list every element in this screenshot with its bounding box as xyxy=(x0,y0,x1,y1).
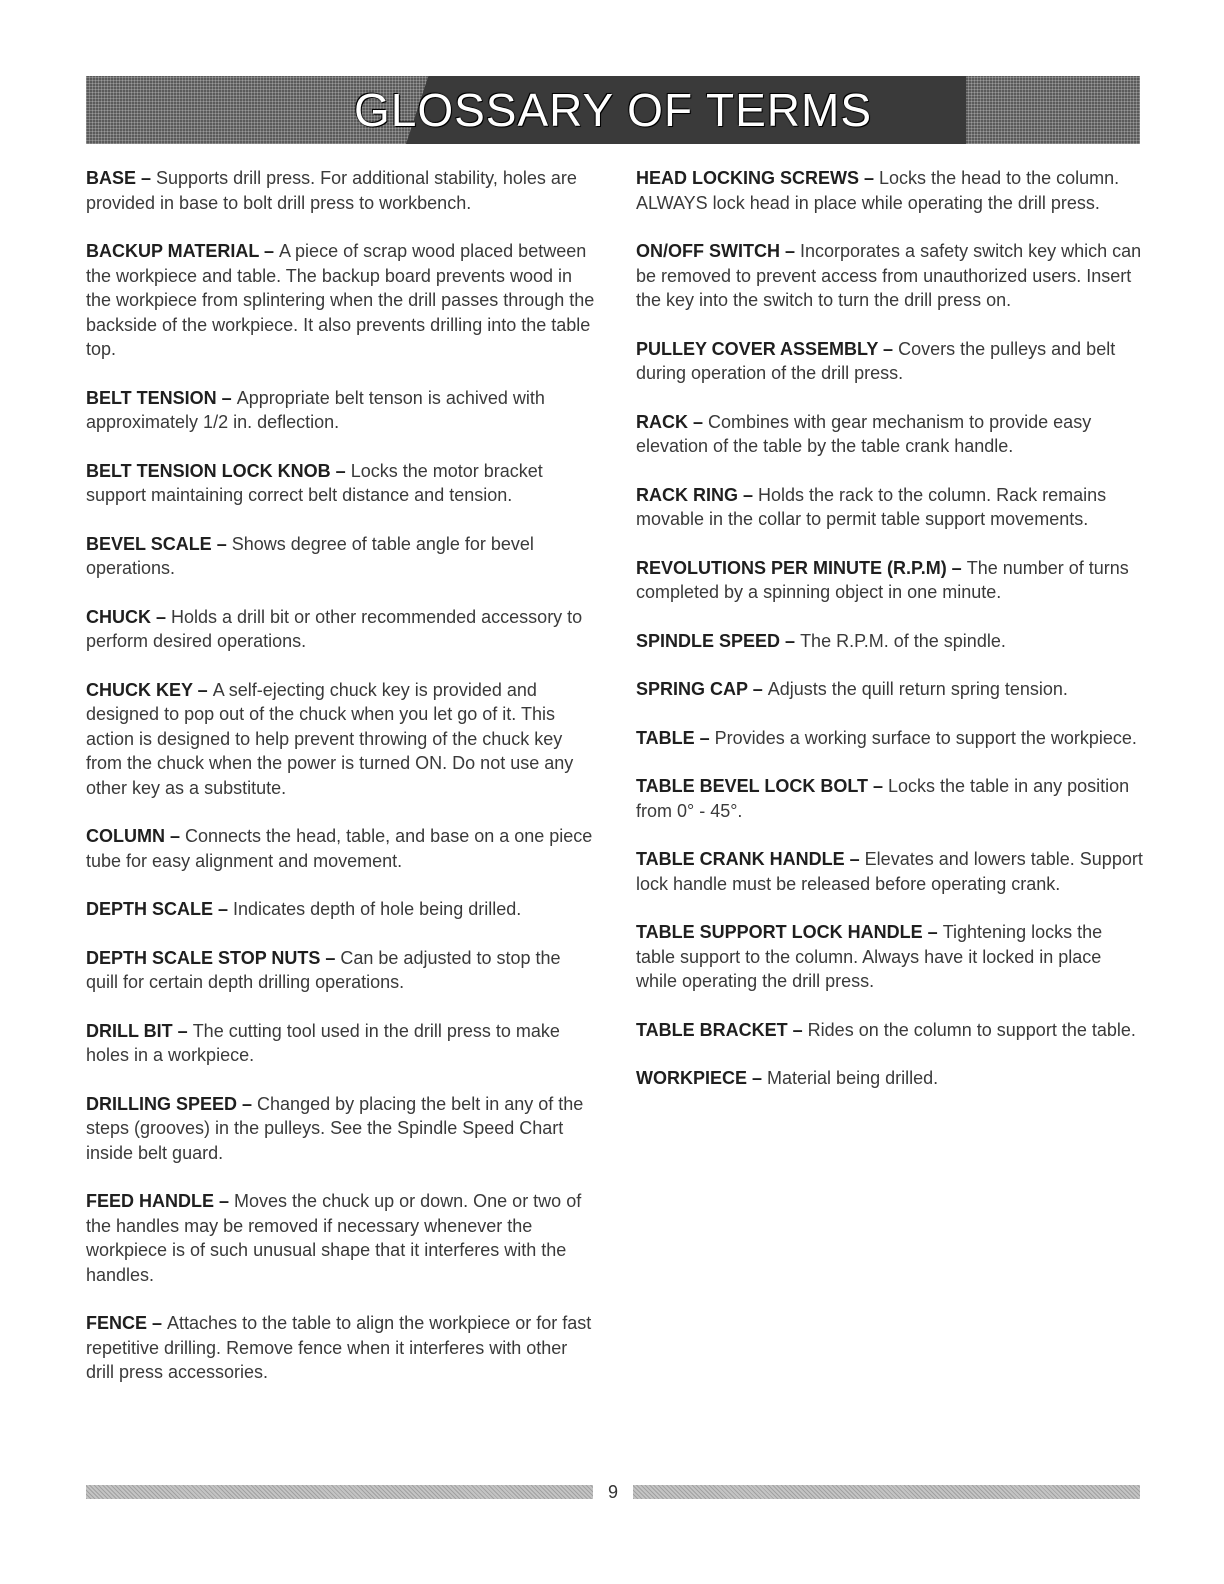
glossary-term: ON/OFF SWITCH – xyxy=(636,241,800,261)
glossary-definition: Changed by placing the belt in any of the steps (grooves) in the pulleys. See the Spindle Speed Chart inside belt guard. xyxy=(86,1093,584,1163)
glossary-definition: Provides a working surface to support the workpiece. xyxy=(714,727,1137,748)
glossary-definition: The number of turns completed by a spinning object in one minute. xyxy=(636,557,1129,602)
glossary-term: TABLE SUPPORT LOCK HANDLE – xyxy=(636,922,943,942)
glossary-definition: Rides on the column to support the table. xyxy=(807,1019,1136,1040)
glossary-term: HEAD LOCKING SCREWS – xyxy=(636,168,880,188)
glossary-definition: Holds a drill bit or other recommended accessory to perform desired operations. xyxy=(86,606,583,651)
glossary-entry xyxy=(86,824,596,873)
glossary-definition: A piece of scrap wood placed between the workpiece and table. The backup board prevents wood in the workpiece from splintering when the drill passes through the backside of the workpiece. It also prevents drilling into the table top. xyxy=(86,241,595,359)
glossary-entry xyxy=(86,946,596,995)
glossary-term: TABLE BRACKET – xyxy=(636,1019,808,1040)
glossary-definition: Can be adjusted to stop the quill for certain depth drilling operations. xyxy=(86,947,561,992)
glossary-entry xyxy=(636,1018,1146,1043)
glossary-definition: Appropriate belt tenson is achived with approximately 1/2 in. deflection. xyxy=(86,387,545,432)
glossary-term: SPINDLE SPEED – xyxy=(636,630,801,651)
glossary-entry xyxy=(636,483,1146,532)
glossary-definition: Incorporates a safety switch key which can be removed to prevent access from unauthorized users. Insert the key into the switch to turn the drill press on. xyxy=(636,241,1142,310)
glossary-entry xyxy=(86,605,596,654)
glossary-term: DRILL BIT – xyxy=(86,1020,193,1041)
glossary-entry xyxy=(636,726,1146,751)
glossary-term: BELT TENSION LOCK KNOB – xyxy=(86,460,351,481)
glossary-entry xyxy=(86,239,596,362)
glossary-entry xyxy=(86,459,596,508)
glossary-entry xyxy=(636,410,1146,459)
page-number: 9 xyxy=(607,1481,618,1502)
glossary-definition: Material being drilled. xyxy=(767,1068,939,1088)
glossary-column-left xyxy=(86,166,596,1409)
glossary-entry xyxy=(86,1311,596,1385)
glossary-definition: The R.P.M. of the spindle. xyxy=(800,630,1006,651)
glossary-entry xyxy=(636,847,1146,896)
glossary-term: WORKPIECE – xyxy=(636,1068,768,1088)
glossary-definition: Holds the rack to the column. Rack remains movable in the collar to permit table support movements. xyxy=(636,484,1107,529)
glossary-definition: Attaches to the table to align the workpiece or for fast repetitive drilling. Remove fence when it interferes with other drill press accessories. xyxy=(86,1313,592,1382)
glossary-term: BASE – xyxy=(86,168,157,188)
glossary-definition: Covers the pulleys and belt during operation of the drill press. xyxy=(636,338,1116,383)
glossary-definition: Supports drill press. For additional stability, holes are provided in base to bolt drill press to workbench. xyxy=(86,168,577,213)
glossary-entry xyxy=(636,337,1146,386)
glossary-definition: Combines with gear mechanism to provide easy elevation of the table by the table crank handle. xyxy=(636,411,1092,456)
glossary-term: PULLEY COVER ASSEMBLY – xyxy=(636,338,899,359)
glossary-definition: Locks the table in any position from 0° - 45°. xyxy=(636,776,1130,821)
glossary-term: REVOLUTIONS PER MINUTE (R.P.M) – xyxy=(636,557,967,578)
glossary-term: RACK RING – xyxy=(636,484,759,505)
glossary-term: BEVEL SCALE – xyxy=(86,533,232,554)
glossary-definition: Locks the motor bracket support maintaining correct belt distance and tension. xyxy=(86,460,543,505)
page-footer xyxy=(86,1482,1140,1502)
glossary-term: TABLE – xyxy=(636,727,715,748)
footer-bar-left xyxy=(86,1485,593,1499)
glossary-definition: Locks the head to the column. ALWAYS lock head in place while operating the drill press. xyxy=(636,168,1120,213)
glossary-term: CHUCK KEY – xyxy=(86,679,213,700)
glossary-definition: Tightening locks the table support to the column. Always have it locked in place while operating the drill press. xyxy=(636,922,1103,991)
glossary-term: BELT TENSION – xyxy=(86,387,237,408)
glossary-definition: Shows degree of table angle for bevel operations. xyxy=(86,533,534,578)
page-title: GLOSSARY OF TERMS xyxy=(353,84,873,136)
glossary-definition: Connects the head, table, and base on a one piece tube for easy alignment and movement. xyxy=(86,826,593,871)
glossary-term: TABLE BEVEL LOCK BOLT – xyxy=(636,776,889,796)
glossary-term: TABLE CRANK HANDLE – xyxy=(636,849,865,869)
footer-bar-right xyxy=(633,1485,1140,1499)
glossary-entry xyxy=(86,1189,596,1287)
glossary-entry xyxy=(636,677,1146,702)
glossary-entry xyxy=(636,239,1146,313)
glossary-term: CHUCK – xyxy=(86,606,172,627)
glossary-entry xyxy=(636,1066,1146,1091)
glossary-entry xyxy=(636,774,1146,823)
glossary-entry xyxy=(86,678,596,801)
glossary-entry xyxy=(86,532,596,581)
glossary-entry xyxy=(86,897,596,922)
glossary-term: DRILLING SPEED – xyxy=(86,1093,258,1114)
glossary-column-right xyxy=(636,166,1146,1115)
glossary-definition: A self-ejecting chuck key is provided and designed to pop out of the chuck when you let go of it. This action is designed to help prevent throwing of the chuck key from the chuck when the power is turned ON. Do not use any other key as a substitute. xyxy=(86,679,574,798)
glossary-entry xyxy=(86,166,596,215)
glossary-entry xyxy=(636,556,1146,605)
glossary-term: DEPTH SCALE STOP NUTS – xyxy=(86,947,341,968)
glossary-entry xyxy=(86,1092,596,1166)
glossary-definition: The cutting tool used in the drill press to make holes in a workpiece. xyxy=(86,1020,560,1065)
glossary-entry xyxy=(86,1019,596,1068)
glossary-entry xyxy=(86,386,596,435)
header-banner xyxy=(86,76,1140,144)
glossary-entry xyxy=(636,920,1146,994)
glossary-term: SPRING CAP – xyxy=(636,679,768,699)
glossary-entry xyxy=(636,629,1146,654)
glossary-entry xyxy=(636,166,1146,215)
glossary-definition: Adjusts the quill return spring tension. xyxy=(767,679,1068,699)
glossary-term: DEPTH SCALE – xyxy=(86,899,234,919)
glossary-term: COLUMN – xyxy=(86,826,185,846)
glossary-definition: Moves the chuck up or down. One or two of the handles may be removed if necessary whenever the workpiece is of such unusual shape that it interferes with the handles. xyxy=(86,1191,582,1285)
glossary-definition: Elevates and lowers table. Support lock handle must be released before operating crank. xyxy=(636,849,1143,894)
glossary-term: RACK – xyxy=(636,411,709,432)
glossary-definition: Indicates depth of hole being drilled. xyxy=(233,899,522,919)
glossary-term: FEED HANDLE – xyxy=(86,1191,235,1211)
glossary-term: BACKUP MATERIAL – xyxy=(86,241,280,261)
glossary-term: FENCE – xyxy=(86,1313,168,1333)
